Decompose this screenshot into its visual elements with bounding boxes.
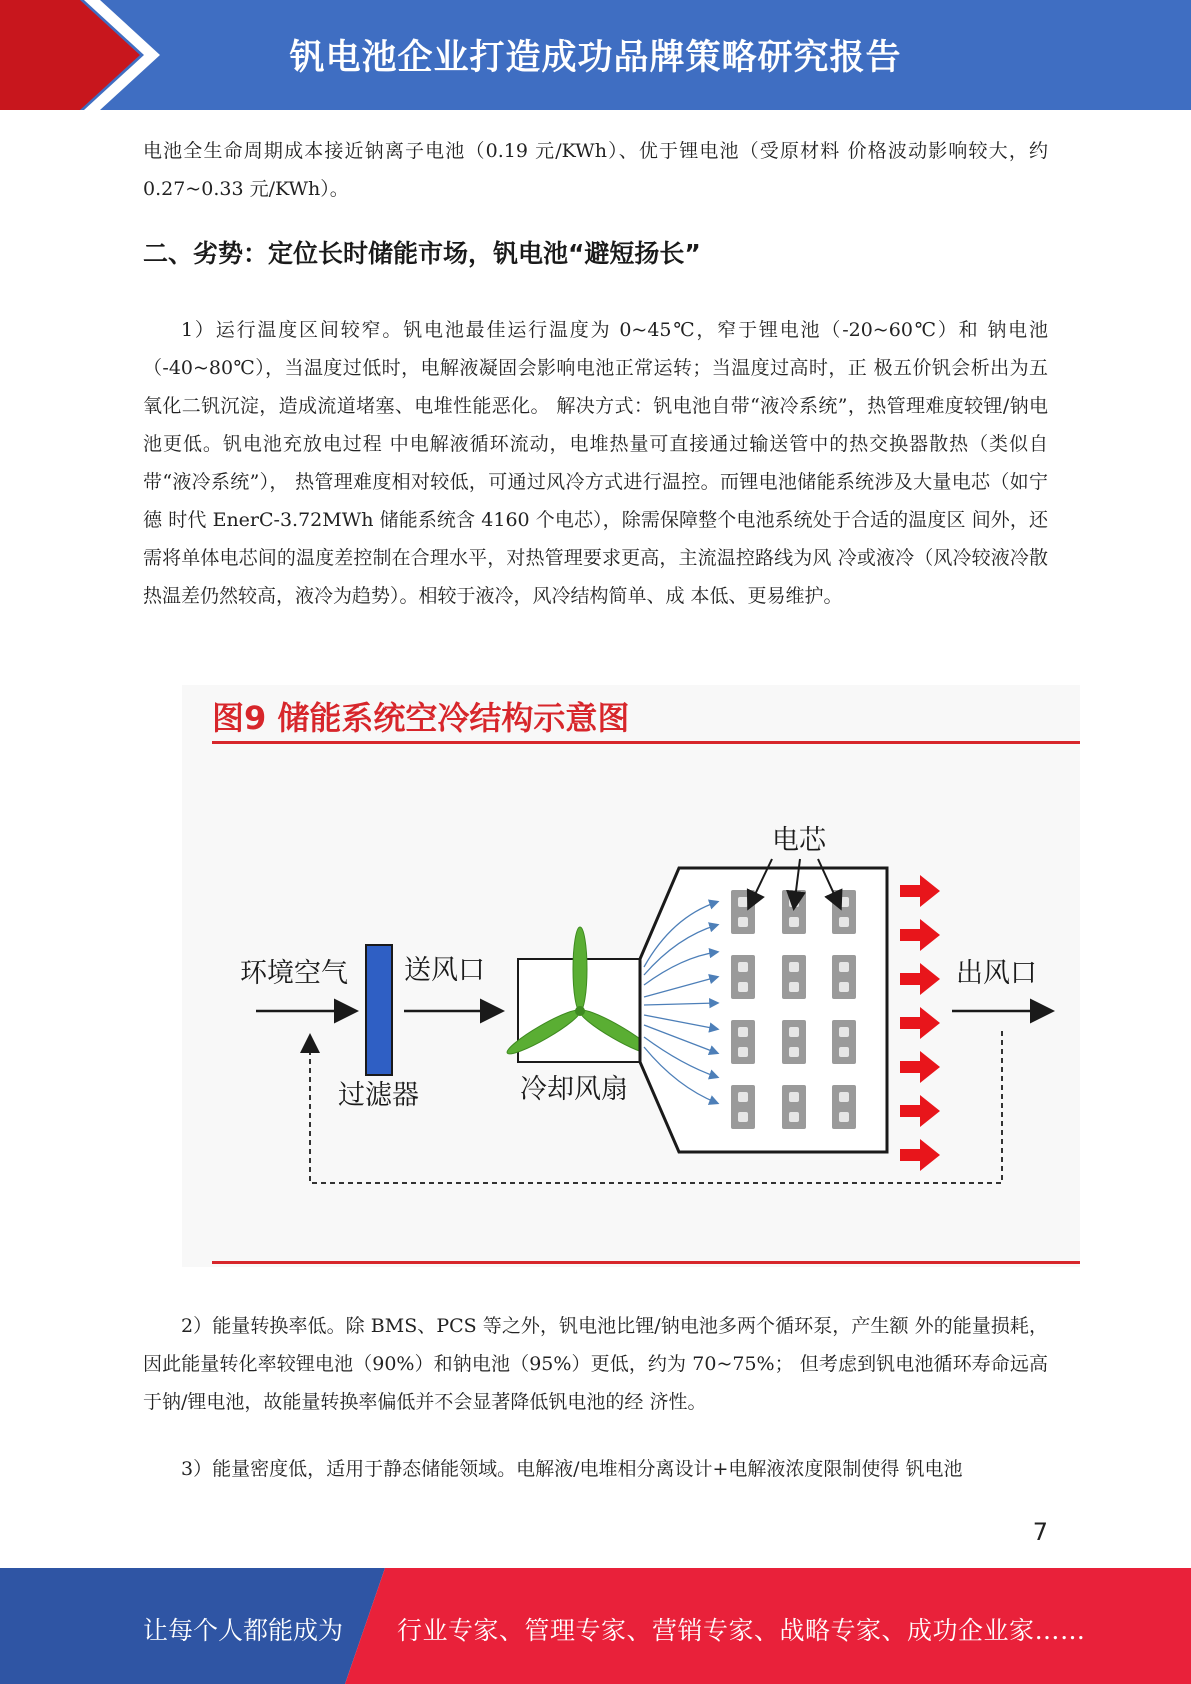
paragraph-efficiency: 2）能量转换率低。除 BMS、PCS 等之外，钒电池比锂/钠电池多两个循环泵，产生额 外的能量损耗，因此能量转化率较锂电池（90%）和钠电池（95%）更低，约为 70~75%； 但考虑到钒电池循环寿命远高于钠/锂电池，故能量转换率偏低并不会显著降低钒电池的经 济性。: [143, 1315, 1048, 1413]
paragraph-energy-density: 3）能量密度低，适用于静态储能领域。电解液/电堆相分离设计+电解液浓度限制使得 钒电池: [181, 1458, 963, 1480]
air-cooling-diagram: [182, 747, 1080, 1257]
exhaust-arrows: [900, 875, 940, 1171]
figure-bottom-rule: [212, 1261, 1080, 1264]
report-title: 钒电池企业打造成功品牌策略研究报告: [289, 38, 902, 78]
paragraph-continued: 电池全生命周期成本接近钠离子电池（0.19 元/KWh）、优于锂电池（受原材料 价格波动影响较大，约 0.27~0.33 元/KWh）。: [143, 140, 1048, 200]
page-number: 7: [1032, 1518, 1048, 1546]
label-supply-vent: 送风口: [404, 955, 485, 986]
header-red-chevron: [0, 0, 160, 110]
label-exhaust-vent: 出风口: [956, 958, 1037, 989]
footer-slogan-left: 让每个人都能成为: [143, 1616, 344, 1645]
filter-block: [366, 945, 392, 1075]
figure-top-rule: [212, 741, 1080, 744]
figure-air-cooling-diagram: [182, 685, 1080, 1267]
section-heading: 二、劣势：定位长时储能市场，钒电池“避短扬长”: [143, 239, 701, 268]
label-filter: 过滤器: [338, 1080, 419, 1111]
label-ambient-air: 环境空气: [240, 958, 348, 989]
label-cooling-fan: 冷却风扇: [520, 1074, 628, 1105]
label-cells: 电芯: [772, 825, 826, 856]
paragraph-temperature: 1）运行温度区间较窄。钒电池最佳运行温度为 0~45℃，窄于锂电池（-20~60℃）和 钠电池（-40~80℃），当温度过低时，电解液凝固会影响电池正常运转；当温度过高时，正 极五价钒会析出为五氧化二钒沉淀，造成流道堵塞、电堆性能恶化。 解决方式：钒电池自带“液冷系统”，热管理难度较锂/钠电池更低。钒电池充放电过程 中电解液循环流动，电堆热量可直接通过输送管中的热交换器散热（类似自带“液冷系统”）， 热管理难度相对较低，可通过风冷方式进行温控。而锂电池储能系统涉及大量电芯（如宁德 时代 EnerC-3.72MWh 储能系统含 4160 个电芯），除需保障整个电池系统处于合适的温度区 间外，还需将单体电芯间的温度差控制在合理水平，对热管理要求更高，主流温控路线为风 冷或液冷（风冷较液冷散热温差仍然较高，液冷为趋势）。相较于液冷，风冷结构简单、成 本低、更易维护。: [143, 319, 1048, 607]
header-banner: [0, 0, 1191, 110]
figure-title: 图9 储能系统空冷结构示意图: [212, 699, 630, 737]
footer-slogan-right: 行业专家、管理专家、营销专家、战略专家、成功企业家……: [397, 1616, 1086, 1645]
